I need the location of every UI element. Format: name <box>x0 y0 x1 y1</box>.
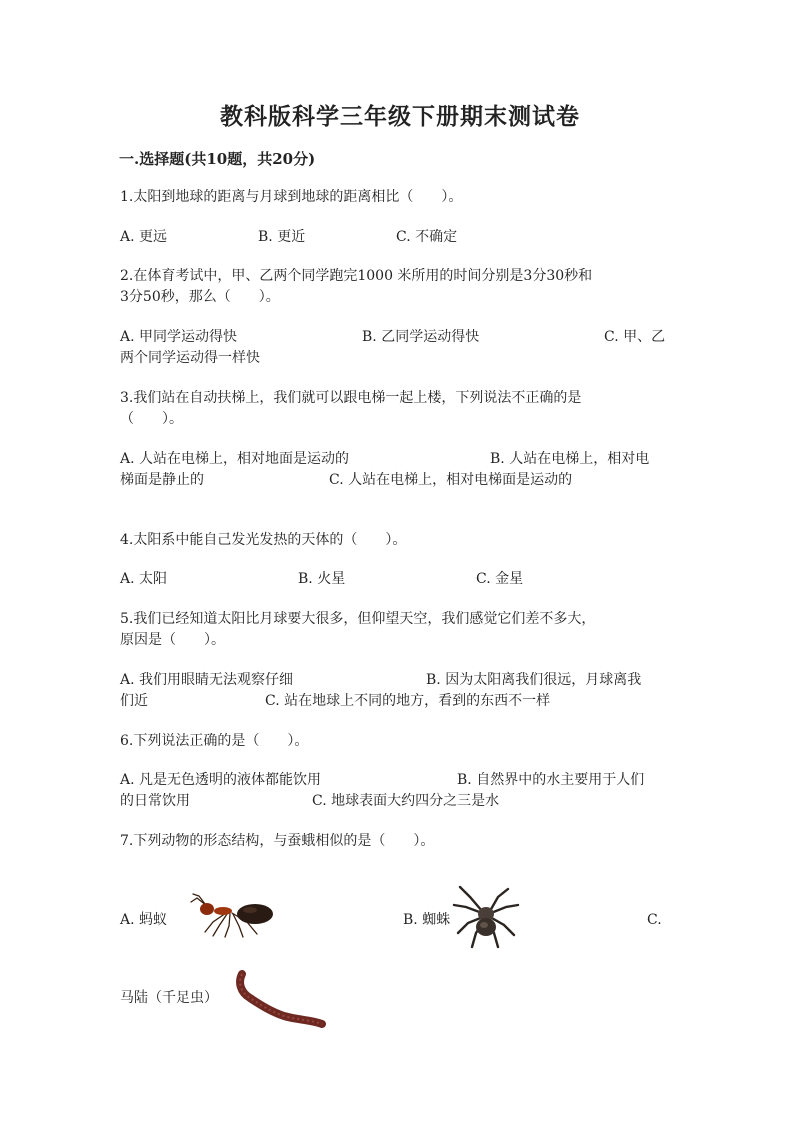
q5-option-b-cont: 们近 <box>120 693 148 709</box>
question-7-stem: 7.下列动物的形态结构，与蚕蛾相似的是（ ）。 <box>120 833 435 849</box>
q2-option-c: C. 甲、乙 <box>604 329 666 345</box>
q4-option-a: A. 太阳 <box>120 571 168 587</box>
q3-option-b-cont: 梯面是静止的 <box>120 472 204 488</box>
question-3-stem-line2: （ ）。 <box>120 411 183 427</box>
spider-image <box>452 883 522 951</box>
question-3-options <box>120 449 680 470</box>
question-6-options-line2 <box>120 791 680 812</box>
ant-image <box>183 892 283 940</box>
q5-option-c: C. 站在地球上不同的地方，看到的东西不一样 <box>265 693 551 709</box>
q2-option-b: B. 乙同学运动得快 <box>362 329 480 345</box>
question-6-options <box>120 770 680 791</box>
q2-option-a: A. 甲同学运动得快 <box>120 329 238 345</box>
q1-option-a: A. 更远 <box>120 229 168 245</box>
millipede-image <box>232 968 328 1030</box>
q3-option-b: B. 人站在电梯上，相对电 <box>490 451 650 467</box>
question-2-stem-line2: 3分50秒，那么（ ）。 <box>120 289 280 305</box>
question-1-options <box>120 227 680 248</box>
q6-option-b: B. 自然界中的水主要用于人们 <box>457 772 645 788</box>
q7-option-c: C. <box>647 912 662 928</box>
question-3-options-line2 <box>120 470 680 491</box>
q4-option-c: C. 金星 <box>476 571 524 587</box>
q3-option-a: A. 人站在电梯上，相对地面是运动的 <box>120 451 350 467</box>
q4-option-b: B. 火星 <box>298 571 346 587</box>
question-4-options <box>120 569 680 590</box>
q1-option-c: C. 不确定 <box>396 229 458 245</box>
question-6-stem: 6.下列说法正确的是（ ）。 <box>120 733 309 749</box>
q5-option-b: B. 因为太阳离我们很远，月球离我 <box>426 672 642 688</box>
q1-option-b: B. 更近 <box>258 229 306 245</box>
question-1-stem: 1.太阳到地球的距离与月球到地球的距离相比（ ）。 <box>120 189 463 205</box>
q6-option-c: C. 地球表面大约四分之三是水 <box>312 793 500 809</box>
q7-option-a: A. 蚂蚁 <box>120 912 168 928</box>
question-5-options-line2 <box>120 691 680 712</box>
q5-option-a: A. 我们用眼睛无法观察仔细 <box>120 672 294 688</box>
question-3-stem-line1: 3.我们站在自动扶梯上，我们就可以跟电梯一起上楼，下列说法不正确的是 <box>120 390 582 406</box>
question-2-options <box>120 327 680 348</box>
question-4-stem: 4.太阳系中能自己发光发热的天体的（ ）。 <box>120 532 407 548</box>
q6-option-b-cont: 的日常饮用 <box>120 793 190 809</box>
q7-option-c-label: 马陆（千足虫） <box>120 990 218 1006</box>
q7-option-b: B. 蜘蛛 <box>403 912 451 928</box>
question-5-stem-line1: 5.我们已经知道太阳比月球要大很多，但仰望天空，我们感觉它们差不多大， <box>120 611 596 627</box>
question-2-stem-line1: 2.在体育考试中，甲、乙两个同学跑完1000 米所用的时间分别是3分30秒和 <box>120 268 593 284</box>
section-title: 一.选择题(共10题，共20分) <box>119 150 316 168</box>
question-5-options <box>120 670 680 691</box>
question-5-stem-line2: 原因是（ ）。 <box>120 632 225 648</box>
q3-option-c: C. 人站在电梯上，相对电梯面是运动的 <box>329 472 573 488</box>
page-title: 教科版科学三年级下册期末测试卷 <box>220 103 580 130</box>
q6-option-a: A. 凡是无色透明的液体都能饮用 <box>120 772 322 788</box>
question-2-options-line2: 两个同学运动得一样快 <box>120 350 260 366</box>
